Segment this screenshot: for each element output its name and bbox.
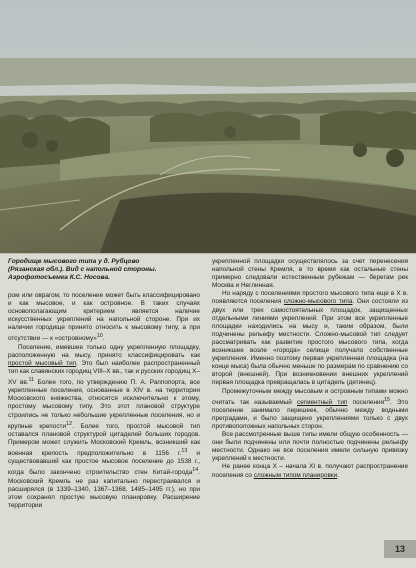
left-p1-text: ром или оврагом, то поселение может быть классифицировано и как мысовое, и как островное. В таких случаях основополагающим критерием является наличие искусственных укреплений на напольной стороне. При их наличии городище принято относить к мысовому типу, а при отсутствии — к «островному» <box>8 292 200 343</box>
right-paragraph-3 <box>212 388 408 432</box>
right-p3-text-a: Промежуточным между мысовым и островным типами можно считать так называемый <box>212 387 408 406</box>
left-p2-text-e: и существовавший как простое мысовое поселение до 1538 г., когда было закончено строительство стен Китай-города <box>8 450 200 477</box>
figure-caption <box>8 258 198 282</box>
left-p2-text-d: . Более того, простой мысовой тип оставался плановой структурой цитаделей больших городов. Примером может служить Московский Кремль, возникший как военная крепость предположительно в 1156 г. <box>8 422 201 458</box>
caption-line-2: (Рязанская обл.). Вид с напольной стороны. <box>8 266 157 274</box>
right-p2-text-a: Но наряду с поселениями простого мысового типа еще в X в. появляются поселения <box>212 290 408 306</box>
right-paragraph-4: Все рассмотренные выше типы имели общую особенность — они были подчинены или почти полностью подчинены рельефу местности. Однако не все поселения имели сильную привязку укреплений к местности. <box>212 431 408 463</box>
right-paragraph-1: укрепленной площадки осуществлялось за счет перенесения напольной стены Кремля, в то время как остальные стены примерно следовали естественным рубежам — берегам рек Москва и Неглинная. <box>212 258 408 290</box>
caption-line-3: Аэрофотосъемка К.С. Носова. <box>8 274 110 282</box>
right-p5-text-b: . <box>337 471 339 479</box>
footnote-ref: 14 <box>192 467 199 474</box>
footnote-ref: 15 <box>384 396 390 403</box>
term-complex-plan-type: сложным типом планировки <box>253 471 338 479</box>
left-p2-text-a: Поселение, имевшее только одну укрепленную площадку, расположенную на мысу, принято классифицировать как <box>8 343 200 359</box>
right-paragraph-5 <box>212 463 408 479</box>
footnote-ref: 10 <box>96 333 103 340</box>
footnote-ref: 13 <box>181 448 188 455</box>
aerial-photo <box>0 0 416 254</box>
left-text-column <box>8 292 200 510</box>
left-p2-text-b: . Это был наиболее распространенный тип как славянских городищ VIII–X вв., так и русских городищ X–XV вв. <box>8 359 200 387</box>
right-p3-text-c: . Это поселение занимало перешеек, обычно между водными преградами, и было защищено укреплениями только с двух противоположных напольных сторон. <box>212 398 409 430</box>
left-p2-text-c: Более того, по утверждению П. А. Раппопорта, все укрепленные поселения, основанные в XIV в. на территории Московского княжества, относятся исключительно к этому, простому мысовому типу. Это этот плановой структуре строились не только небольшие укрепленные поселения, но и крупные крепости <box>8 379 200 430</box>
page-number: 13 <box>384 540 416 558</box>
term-simple-cape-type: простой мысовый тип <box>8 359 77 367</box>
right-p2-text-b: . Они состояли из двух или трех самостоятельных площадок, защищенных отдельными линиями укреплений. При этом все укрепленные площадки находились на мысу и, таким образом, были подчинены рельефу местности. Сложно-мысовой тип следует рассматривать как развитие простого мысового типа, когда возникшее возле «города» селище получало собственные укрепления. Именно поэтому первая укрепленная площадка (на конце мыса) была обычно меньше по размерам по сравнению со второй (внешней). При возникновении внешних укреплений первая площадка превращалась в цитадель (детинец). <box>212 298 409 387</box>
footnote-ref: 12 <box>66 420 72 427</box>
aerial-photo-image <box>0 0 416 253</box>
term-complex-cape-type: сложно-мысового типа <box>283 298 353 306</box>
right-text-column <box>212 258 408 480</box>
term-segment-type: сегментный тип <box>297 398 348 406</box>
right-p3-text-b: поселения <box>347 398 385 406</box>
left-p2-text-f: . Московский Кремль не раз капитально перестраивался и расширялся (в 1339–1340, 1367–1368, 1485–1495 гг.), но при этом сохранял простую мысовую планировку. Расширение территории <box>8 469 200 509</box>
right-paragraph-2 <box>212 290 408 387</box>
right-p5-text-a: Не ранее конца X – начала XI в. получают распространение поселения со <box>212 463 408 479</box>
caption-line-1: Городище мысового типа у д. Рубцово <box>8 258 140 265</box>
left-paragraph-1: ром или оврагом, то поселение может быть классифицировано и как мысовое, и как островное. В таких случаях основополагающим критерием является наличие искусственных укреплений на напольной стороне. При их наличии городище принято относить к мысовому типу, а при отсутствии — к «островному»$^{10}$. <box>8 292 200 343</box>
footnote-ref: 11 <box>28 377 35 384</box>
left-paragraph-2 <box>8 344 200 510</box>
